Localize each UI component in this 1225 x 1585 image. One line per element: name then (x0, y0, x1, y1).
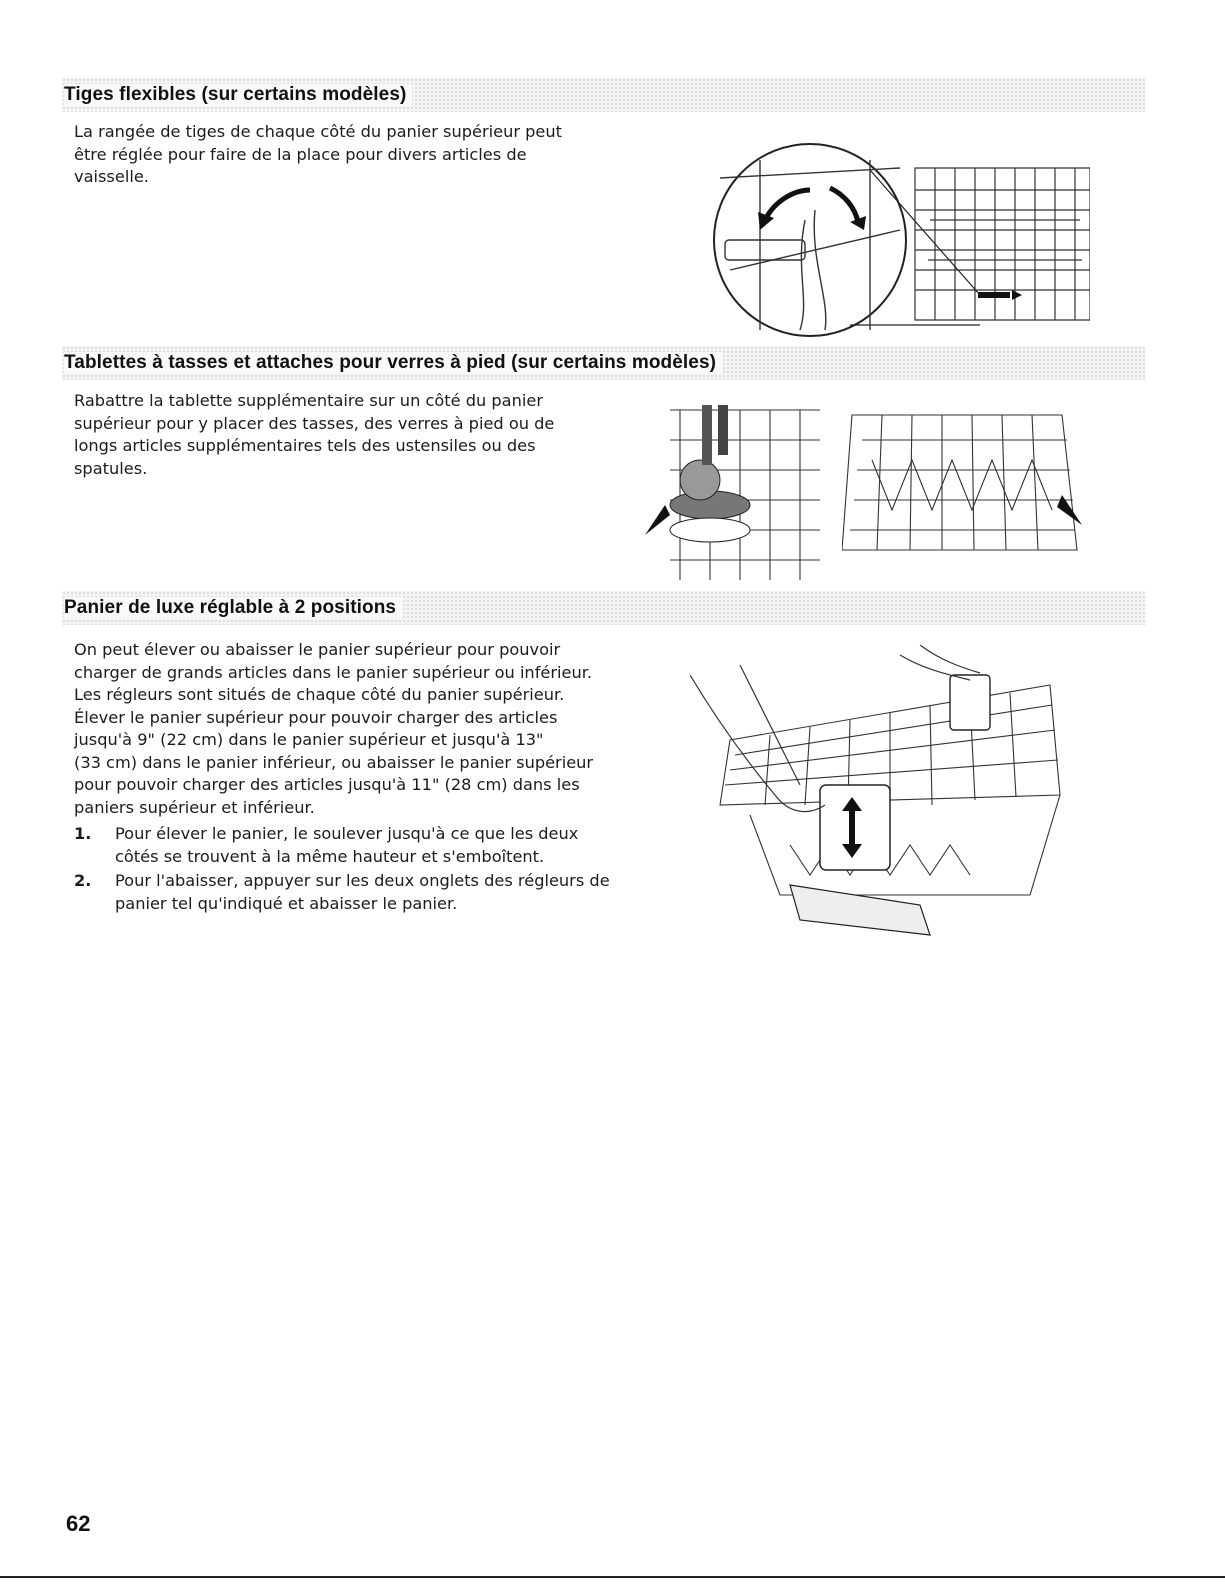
paragraph-line: Rabattre la tablette supplémentaire sur un côté du panier (74, 391, 543, 410)
step-line: panier tel qu'indiqué et abaisser le panier. (115, 893, 458, 913)
paragraph-line: La rangée de tiges de chaque côté du panier supérieur peut (74, 122, 562, 141)
section-body-tablettes (74, 390, 554, 480)
section-title: Tiges flexibles (sur certains modèles) (64, 84, 412, 106)
paragraph-line: jusqu'à 9" (22 cm) dans le panier supérieur et jusqu'à 13" (74, 730, 544, 749)
section-body-panier (74, 639, 610, 917)
page-bottom-rule (0, 1576, 1225, 1578)
paragraph-line: pour pouvoir charger des articles jusqu'à 11" (28 cm) dans les (74, 775, 580, 794)
paragraph-line: longs articles supplémentaires tels des ustensiles ou des (74, 436, 536, 455)
step-line: côtés se trouvent à la même hauteur et s'emboîtent. (115, 846, 545, 866)
section-header-tiges (62, 78, 1145, 112)
adjustable-basket-illustration (690, 645, 1065, 960)
paragraph-line: vaisselle. (74, 167, 149, 186)
paragraph-line: supérieur pour y placer des tasses, des verres à pied ou de (74, 413, 555, 433)
paragraph-line: spatules. (74, 458, 148, 478)
step-item (74, 823, 610, 868)
step-item (74, 870, 610, 915)
flexible-tines-illustration (700, 130, 1090, 340)
step-list (74, 823, 610, 915)
step-number: 1. (74, 824, 92, 843)
cup-shelf-illustration (640, 400, 830, 585)
step-number: 2. (74, 871, 92, 890)
step-line: Pour élever le panier, le soulever jusqu'à ce que les deux (115, 824, 579, 843)
paragraph-line: paniers supérieur et inférieur. (74, 797, 315, 817)
paragraph-line: Les régleurs sont situés de chaque côté du panier supérieur. (74, 685, 565, 704)
step-line: Pour l'abaisser, appuyer sur les deux onglets des régleurs de (115, 871, 610, 890)
stemware-basket-illustration (842, 400, 1092, 575)
section-title: Tablettes à tasses et attaches pour verres à pied (sur certains modèles) (64, 352, 722, 374)
section-title: Panier de luxe réglable à 2 positions (64, 597, 402, 619)
section-header-panier (62, 591, 1145, 625)
section-body-tiges (74, 121, 562, 189)
paragraph-line: (33 cm) dans le panier inférieur, ou abaisser le panier supérieur (74, 752, 594, 772)
section-header-tablettes (62, 346, 1145, 380)
paragraph-line: être réglée pour faire de la place pour divers articles de (74, 144, 527, 164)
paragraph-line: On peut élever ou abaisser le panier supérieur pour pouvoir (74, 640, 561, 659)
page-number: 62 (66, 1511, 91, 1536)
paragraph-line: Élever le panier supérieur pour pouvoir charger des articles (74, 707, 558, 727)
paragraph-line: charger de grands articles dans le panier supérieur ou inférieur. (74, 662, 593, 682)
